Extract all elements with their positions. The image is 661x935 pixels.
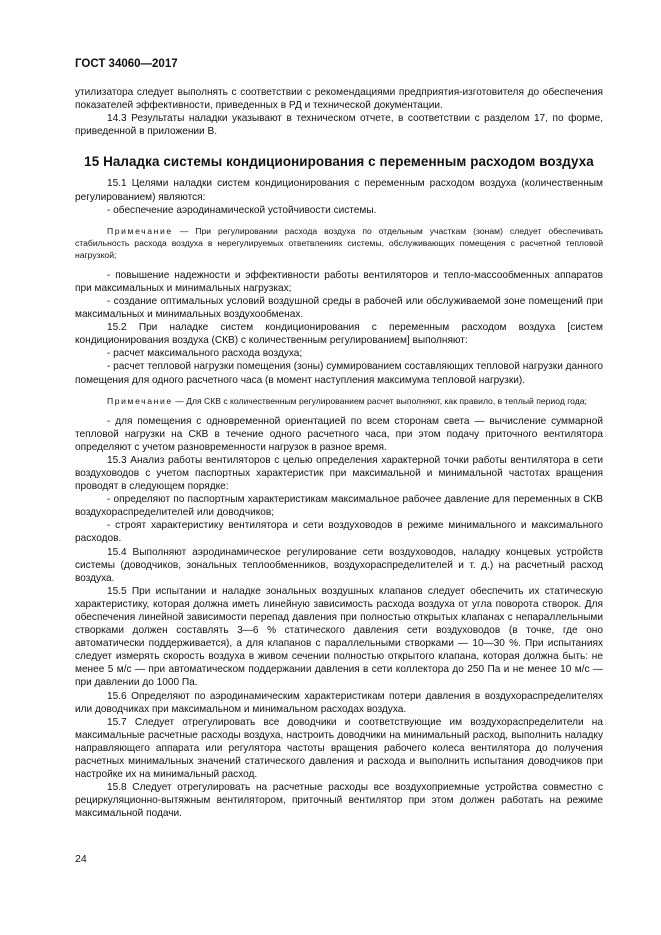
paragraph-15-8: 15.8 Следует отрегулировать на расчетные расходы все воздухоприемные устройства совместно с рециркуляционно-вытяжным вентилятором, приточный вентилятор при этом должен работать на режиме максимальной подачи. [75, 782, 603, 820]
list-item: - обеспечение аэродинамической устойчивости системы. [107, 204, 377, 216]
note [75, 225, 603, 261]
note-label: Примечание [107, 225, 173, 236]
paragraph-15-4: 15.4 Выполняют аэродинамическое регулирование сети воздуховодов, наладку концевых устройств системы (доводчиков, зональных теплообменников, воздухораспределителей и т. д.) на расчетный расход воздуха. [75, 546, 603, 584]
note-label: Примечание [107, 395, 173, 406]
paragraph-15-3: 15.3 Анализ работы вентиляторов с целью определения характерной точки работы вентилятора в сети воздуховодов с учетом паспортных характеристик при максимальной и минимальной частотах вращения проводят в следующем порядке: [75, 454, 603, 493]
section-heading: 15 Наладка системы кондиционирования с переменным расходом воздуха [84, 154, 594, 170]
paragraph-15-6: 15.6 Определяют по аэродинамическим характеристикам потери давления в воздухораспределителях или доводчиках при максимальном и минимальном расходах воздуха. [75, 690, 603, 715]
page-number: 24 [75, 853, 87, 865]
list-item: - для помещения с одновременной ориентацией по всем сторонам света — вычисление суммарной тепловой нагрузки на СКВ в течение одного расчетного часа, при этом подачу приточного вентилятора определяют с учетом разновременности нагрузок в разное время. [75, 415, 603, 453]
note-text: — Для СКВ с количественным регулированием расчет выполняют, как правило, в теплый период года; [172, 395, 587, 406]
note-text: — При регулировании расхода воздуха по отдельным участкам (зонам) следует обеспечивать стабильность расхода воздуха в нерегулируемых ответвлениях системы, обслуживающих помещения с расчетной тепловой нагрузкой; [75, 225, 603, 260]
list-item: - создание оптимальных условий воздушной среды в рабочей или обслуживаемой зоне помещений при максимальных и минимальных воздухообменах. [75, 295, 603, 321]
paragraph-15-7: 15.7 Следует отрегулировать все доводчики и соответствующие им воздухораспределители на максимальные расчетные расходы воздуха, настроить доводчики на минимальный расход, выполнить наладку направляющего аппарата или регулятора частоты вращения рабочего колеса вентилятора до получения расчетных минимальных значений статического давления и расхода и выполнить испытания доводчиков при настройке их на минимальный расход. [75, 716, 603, 781]
paragraph-15-5: 15.5 При испытании и наладке зональных воздушных клапанов следует обеспечить их статическую характеристику, которая должна иметь линейную зависимость расхода воздуха от угла поворота створок. Для обеспечения линейной зависимости перепад давления при полностью открытых клапанах с непараллельными створками должен составлять 3—6 % статического давления сети воздуховодов (в точке, где оно автоматически поддерживается), а для клапанов с параллельными створками — 10—30 %. При испытаниях следует измерять скорость воздуха в живом сечении полностью открытого клапана, которая должна быть: не менее 5 м/с — при автоматическом поддержании давления в сети коллектора до 250 Па и не менее 10 м/с — при давлении до 1000 Па. [75, 585, 603, 689]
list-item: - расчет тепловой нагрузки помещения (зоны) суммированием составляющих тепловой нагрузки данного помещения для одного расчетного часа (в момент наступления максимума тепловой нагрузки). [75, 361, 603, 386]
list-item: - расчет максимального расхода воздуха; [107, 348, 303, 360]
list-item: - определяют по паспортным характеристикам максимальное рабочее давление для переменных в СКВ воздухораспределителей или доводчиков; [75, 494, 603, 519]
list-item: - повышение надежности и эффективности работы вентиляторов и тепло-массообменных аппаратов при максимальных и минимальных нагрузках; [75, 269, 603, 294]
paragraph-14-3: 14.3 Результаты наладки указывают в техническом отчете, в соответствии с разделом 17, по форме, приведенной в приложении В. [75, 113, 603, 138]
document-header: ГОСТ 34060—2017 [75, 58, 178, 70]
paragraph-15-1: 15.1 Целями наладки систем кондиционирования с переменным расходом воздуха (количественным регулированием) являются: [75, 178, 603, 203]
list-item: - строят характеристику вентилятора и сети воздуховодов в режиме минимального и максимального расходов. [75, 520, 603, 545]
note [75, 395, 603, 407]
document-body [75, 86, 603, 821]
paragraph-continuation: утилизатора следует выполнять с соответствии с рекомендациями предприятия-изготовителя до обеспечения показателей эффективности, приведенных в РД и технической документации. [75, 87, 603, 112]
paragraph-15-2: 15.2 При наладке систем кондиционирования с переменным расходом воздуха [систем кондиционирования воздуха (СКВ) с количественным регулированием] выполняют: [75, 322, 603, 347]
